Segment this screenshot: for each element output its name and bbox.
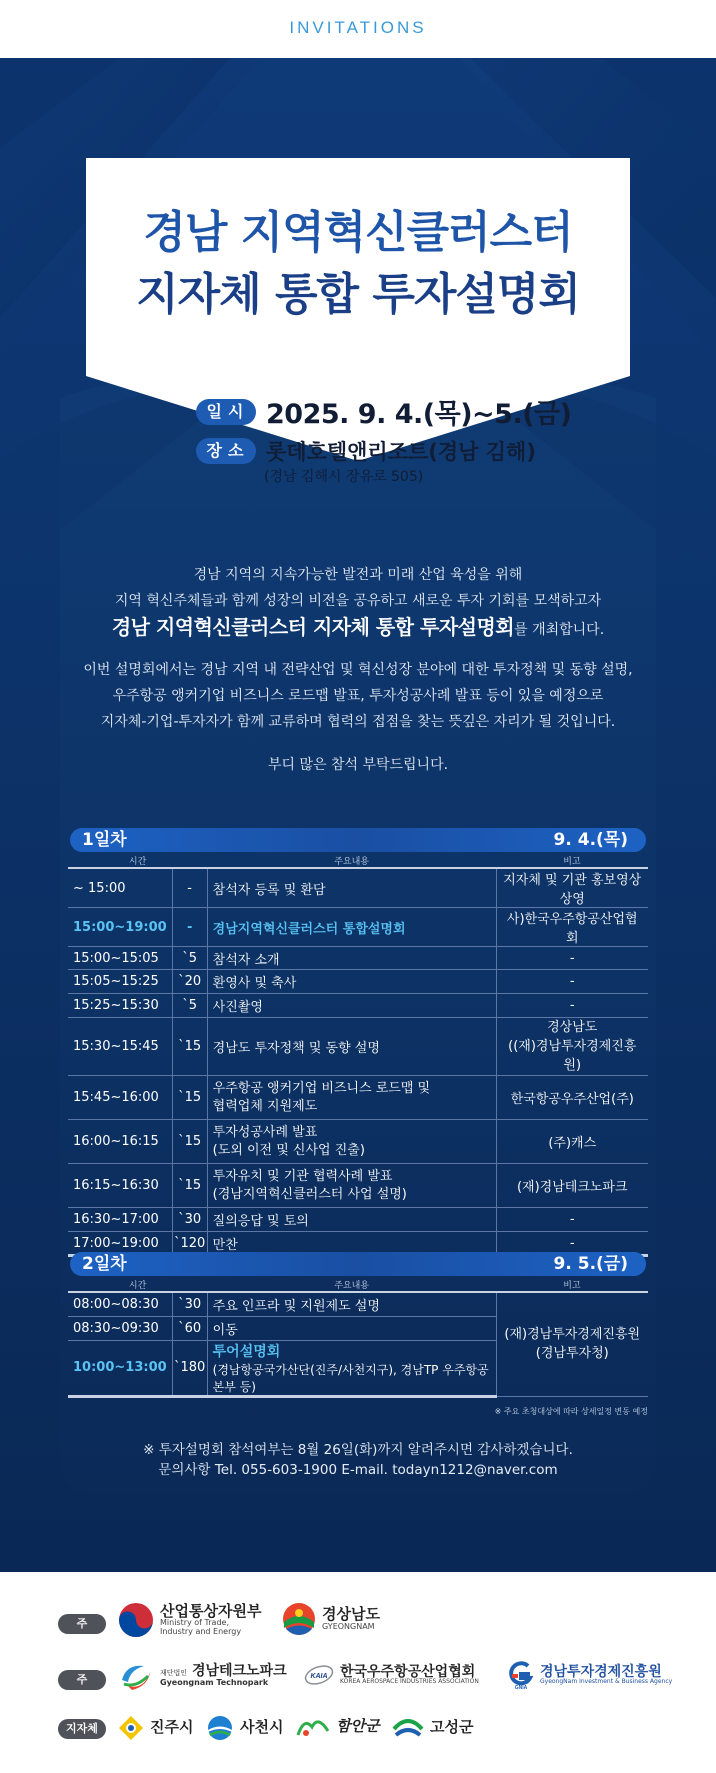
day2-label: 2일차 [82,1254,127,1274]
jinju-logo [118,1715,193,1741]
table-row [68,1018,648,1076]
row-minutes: `30 [172,1292,207,1316]
row-time: 15:00~19:00 [68,908,172,947]
table-row [68,994,648,1018]
row-note: - [496,1208,648,1232]
row-minutes: `20 [172,970,207,994]
row-note: (재)경남테크노파크 [496,1164,648,1208]
table-row-highlight [68,908,648,947]
goseong-name: 고성군 [430,1718,474,1737]
schedule-footnote: ※ 주요 초청대상에 따라 상세일정 변동 예정 [494,1407,648,1416]
intro-line: 지역 혁신주체들과 함께 성장의 비전을 공유하고 새로운 투자 기회를 모색하고자 [114,593,602,609]
motie-name: 산업통상자원부 [160,1601,262,1620]
intro-line: 경남 지역의 지속가능한 발전과 미래 산업 육성을 위해 [193,567,523,583]
row-content: 우주항공 앵커기업 비즈니스 로드맵 및 협력업체 지원제도 [207,1076,496,1120]
table-header-row [68,1277,648,1292]
event-date: 2025. 9. 4.(목)~5.(금) [266,399,572,430]
row-content: 환영사 및 축사 [207,970,496,994]
row-time: 10:00~13:00 [68,1340,172,1396]
date-row [196,392,571,431]
row-minutes: `15 [172,1076,207,1120]
table-row [68,868,648,908]
jinju-emblem-icon [118,1715,144,1741]
gnia-text [540,1665,672,1686]
row-content: 참석자 등록 및 환담 [207,868,496,908]
table-row [68,1164,648,1208]
gnia-name: 경남투자경제진흥원 [540,1663,662,1680]
contact-info: 문의사항 Tel. 055-603-1900 E-mail. todayn1212@naver.com [158,1462,558,1478]
haman-name: 함안군 [336,1717,380,1736]
organizer-role-label: 주 관 [58,1670,106,1690]
gyeongnam-logo [282,1602,380,1636]
day1-schedule-table [68,853,648,1257]
sacheon-logo [206,1715,283,1741]
row-minutes: `15 [172,1120,207,1164]
kaia-en: KOREA AEROSPACE INDUSTRIES ASSOCIATION [340,1678,479,1686]
rsvp-notice [0,1440,716,1480]
row-note: - [496,994,648,1018]
kaia-name: 한국우주항공산업협회 [340,1663,476,1680]
row-note: 경상남도 ((재)경남투자경제진흥원) [496,1018,648,1076]
gntp-prefix: 재단법인 [160,1669,188,1678]
intro-line: 이번 설명회에서는 경남 지역 내 전략산업 및 혁신성장 분야에 대한 투자정책 및 동향 설명, [83,662,633,678]
event-place: 롯데호텔앤리조트(경남 김해) [266,440,536,464]
day2-date: 9. 5.(금) [553,1254,628,1274]
row-time: 15:00~15:05 [68,947,172,970]
event-title-line1: 경남 지역혁신클러스터 [143,207,573,258]
intro-paragraph-1 [0,562,716,640]
row-note: - [496,1232,648,1256]
row-minutes: - [172,868,207,908]
row-content: 사진촬영 [207,994,496,1018]
row-time: 17:00~19:00 [68,1232,172,1256]
intro-line: 우주항공 앵커기업 비즈니스 로드맵 발표, 투자성공사례 발표 등이 있을 예정으로 [112,688,604,704]
row-content: 경남지역혁신클러스터 통합설명회 [207,908,496,947]
header-note: 비고 [563,1280,581,1291]
row-note: - [496,970,648,994]
sacheon-name: 사천시 [240,1718,284,1737]
row-minutes: `15 [172,1018,207,1076]
row-time: 16:15~16:30 [68,1164,172,1208]
day2-schedule-table [68,1277,648,1398]
day2-bar [70,1252,646,1276]
row-note: 한국항공우주산업(주) [496,1076,648,1120]
row-minutes: `5 [172,947,207,970]
header-content: 주요내용 [334,1280,369,1291]
row-note: 지자체 및 기관 홍보영상 상영 [496,868,648,908]
haman-emblem-icon [296,1713,330,1741]
intro-title-line [0,614,716,640]
motie-en: Ministry of Trade, Industry and Energy [160,1618,242,1636]
invitations-label: INVITATIONS [289,18,427,37]
tour-title: 투어설명회 [212,1343,281,1360]
intro-line-end: 를 개최합니다. [514,622,605,638]
row-minutes: `60 [172,1316,207,1340]
taegeuk-icon [118,1602,154,1638]
kaia-logo [304,1660,479,1690]
row-time: 16:30~17:00 [68,1208,172,1232]
row-minutes: `15 [172,1164,207,1208]
row-minutes: `30 [172,1208,207,1232]
table-row [68,1120,648,1164]
goseong-logo [392,1715,473,1741]
row-time: 15:05~15:25 [68,970,172,994]
sacheon-emblem-icon [206,1715,234,1741]
day2-note: (재)경남투자경제진흥원 (경남투자청) [496,1292,648,1396]
header-note: 비고 [563,856,581,867]
goseong-emblem-icon [392,1715,424,1741]
row-content [207,1340,496,1396]
row-content: 주요 인프라 및 지원제도 설명 [207,1292,496,1316]
row-note: 사)한국우주항공산업협회 [496,908,648,947]
gntp-text [160,1664,287,1687]
event-title-line2: 지자체 통합 투자설명회 [136,269,580,320]
day1-date: 9. 4.(목) [553,830,628,850]
gnia-mark: GNIA [514,1685,528,1690]
rsvp-deadline: ※ 투자설명회 참석여부는 8월 26일(화)까지 알려주시면 감사하겠습니다. [143,1442,573,1458]
gnia-logo [508,1660,672,1690]
row-minutes: `5 [172,994,207,1018]
row-minutes: - [172,908,207,947]
header-time: 시간 [128,856,147,867]
host-role-label: 주 최 [58,1614,106,1634]
row-content: 투자유치 및 기관 협력사례 발표 (경남지역혁신클러스터 사업 설명) [207,1164,496,1208]
table-row [68,1292,648,1316]
event-address: (경남 김해시 장유로 505) [264,469,424,485]
row-content: 이동 [207,1316,496,1340]
row-time: 08:00~08:30 [68,1292,172,1316]
kaia-emblem-icon [304,1660,334,1690]
gntp-name: 경남테크노파크 [191,1663,287,1680]
gnia-en: GyeongNam Investment & Business Agency [540,1678,673,1686]
intro-event-name: 경남 지역혁신클러스터 지자체 통합 투자설명회 [111,615,515,639]
table-row [68,1208,648,1232]
motie-logo [118,1602,261,1638]
kaia-text [340,1665,479,1686]
gyeongnam-name: 경상남도 [322,1604,380,1623]
gyeongnam-emblem-icon [282,1602,316,1636]
row-time: ~ 15:00 [68,868,172,908]
header-content: 주요내용 [334,856,369,867]
table-header-row [68,853,648,868]
header-time: 시간 [128,1280,147,1291]
place-row [196,436,536,466]
gnia-emblem-icon [508,1660,534,1690]
gntp-swirl-icon [118,1660,154,1692]
tour-sites: (경남항공국가산단(진주/사천지구), 경남TP 우주항공본부 등) [212,1362,489,1394]
row-minutes: `120 [172,1232,207,1256]
row-time: 15:25~15:30 [68,994,172,1018]
haman-logo [296,1713,379,1741]
intro-paragraph-2 [0,657,716,735]
row-content: 경남도 투자정책 및 동향 설명 [207,1018,496,1076]
row-note: - [496,947,648,970]
gntp-logo [118,1660,287,1692]
date-tag: 일시 [196,399,256,425]
row-content: 만찬 [207,1232,496,1256]
intro-closing: 부디 많은 참석 부탁드립니다. [267,757,449,773]
jinju-name: 진주시 [150,1718,194,1737]
kaia-mark: KAIA [310,1673,328,1680]
table-row [68,947,648,970]
organizers-footer [0,1572,716,1773]
place-tag: 장소 [196,438,256,464]
row-time: 15:30~15:45 [68,1018,172,1076]
row-content: 투자성공사례 발표 (도외 이전 및 신사업 진출) [207,1120,496,1164]
gyeongnam-en: GYEONGNAM [322,1621,375,1631]
row-time: 08:30~09:30 [68,1316,172,1340]
row-minutes: `180 [172,1340,207,1396]
gntp-en: Gyeongnam Technopark [160,1678,269,1688]
row-time: 15:45~16:00 [68,1076,172,1120]
motie-text [160,1601,262,1637]
row-time: 16:00~16:15 [68,1120,172,1164]
gyeongnam-text [322,1604,380,1631]
day1-label: 1일차 [82,830,127,850]
row-content: 참석자 소개 [207,947,496,970]
intro-line: 지자체-기업-투자자가 함께 교류하며 협력의 접점을 찾는 뜻깊은 자리가 될 것입니다. [100,714,616,730]
row-content: 질의응답 및 토의 [207,1208,496,1232]
row-note: (주)캐스 [496,1120,648,1164]
table-row [68,970,648,994]
local-gov-role-label: 지자체 [58,1719,106,1739]
table-row [68,1076,648,1120]
day1-bar [70,828,646,852]
